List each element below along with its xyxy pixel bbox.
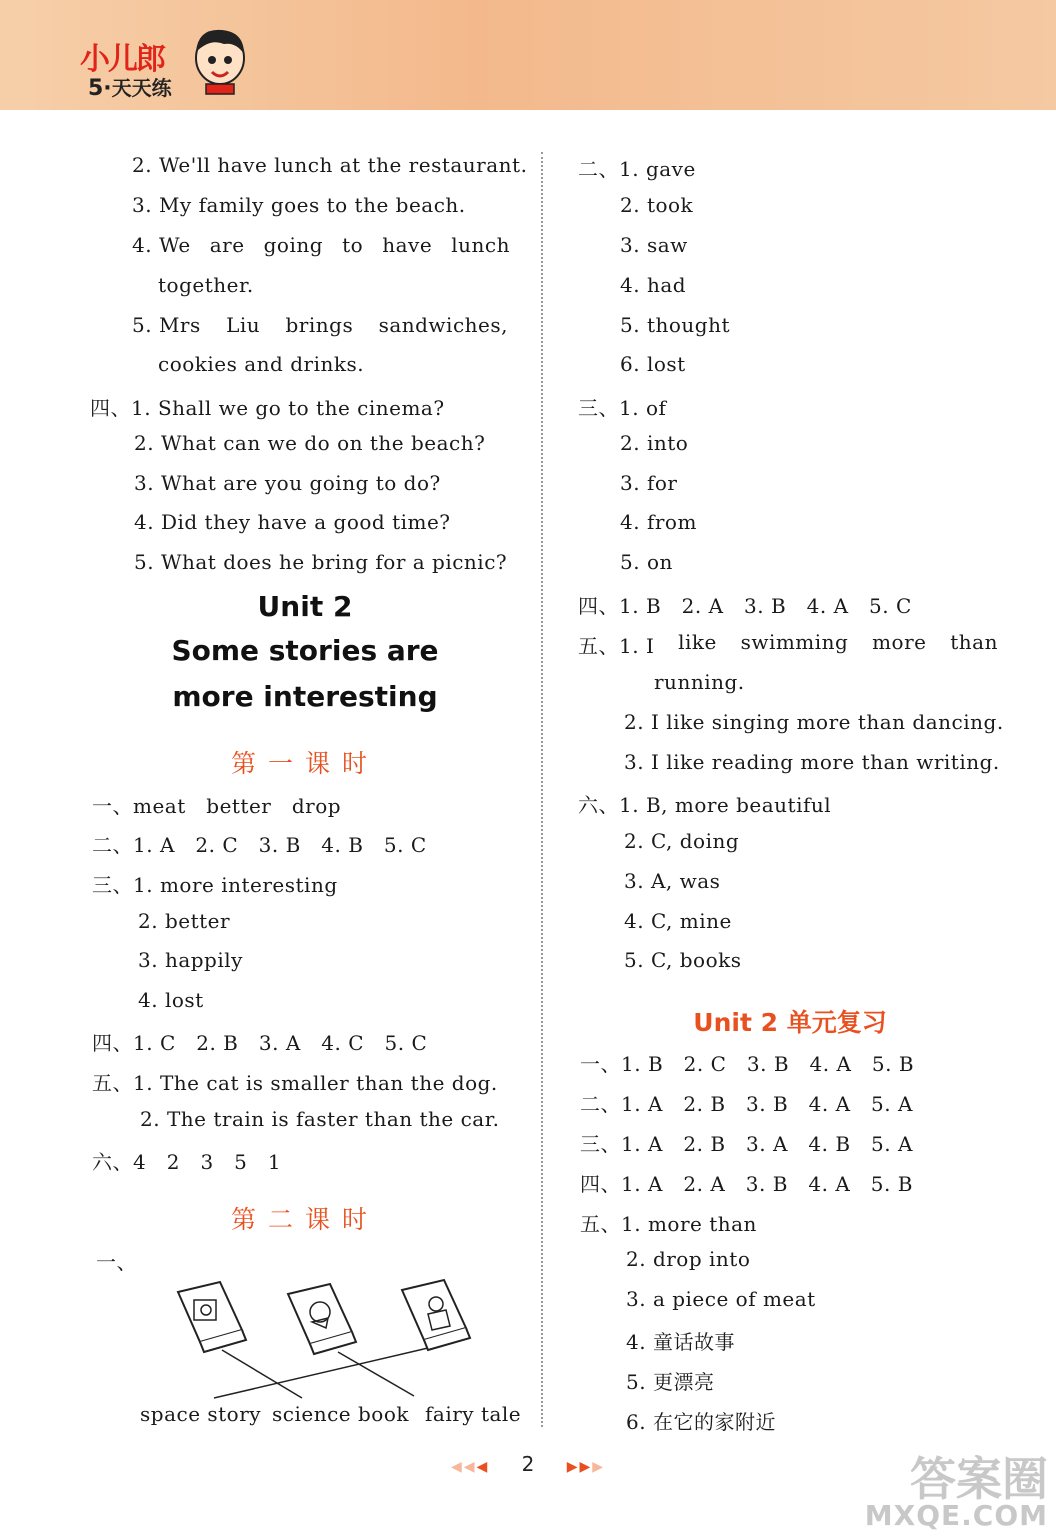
answer-line: together.	[158, 273, 254, 297]
answer-line-word: going	[263, 233, 324, 257]
review-answer: 2. drop into	[626, 1247, 751, 1271]
answer-line: 3. I like reading more than writing.	[624, 750, 1000, 774]
answer-line	[132, 233, 510, 257]
lesson-1-answer: 一、meat better drop	[92, 794, 342, 818]
lesson-2-title: 第二课时	[230, 1205, 379, 1234]
answer-line-word: 五、1. I	[578, 634, 655, 658]
page-number: 2	[521, 1452, 535, 1476]
answer-line: cookies and drinks.	[158, 352, 365, 376]
logo-subtext: 天天练	[111, 76, 172, 100]
match-label-fairy: fairy tale	[425, 1402, 522, 1426]
answer-line: 4. from	[620, 510, 697, 534]
review-answer: 一、1. B 2. C 3. B 4. A 5. B	[580, 1052, 915, 1076]
column-divider	[541, 152, 543, 1427]
answer-line: 5. What does he bring for a picnic?	[134, 550, 508, 574]
review-answer: 4. 童话故事	[626, 1330, 735, 1354]
lesson-2-marker: 一、	[96, 1250, 137, 1274]
answer-line: 5. on	[620, 550, 673, 574]
review-answer: 6. 在它的家附近	[626, 1410, 776, 1434]
review-answer: 五、1. more than	[580, 1212, 757, 1236]
answer-line-word: sandwiches,	[378, 313, 508, 337]
answer-line: 6. lost	[620, 352, 686, 376]
matching-illustration	[160, 1270, 520, 1410]
next-arrows-icon: ▶	[592, 1459, 606, 1475]
answer-line: 四、1. B 2. A 3. B 4. A 5. C	[578, 594, 912, 618]
answer-line: running.	[654, 670, 745, 694]
prev-arrows-icon: ◀◀	[450, 1459, 477, 1475]
lesson-1-answer: 三、1. more interesting	[92, 873, 338, 897]
watermark: 答案圈 MXQE.COM	[864, 1452, 1048, 1532]
answer-line-word: 5. Mrs	[132, 313, 201, 337]
answer-line: 2. C, doing	[624, 829, 740, 853]
answer-line: 2. took	[620, 193, 694, 217]
answer-line: 2. I like singing more than dancing.	[624, 710, 1004, 734]
answer-line-word: have	[382, 233, 433, 257]
logo-title: 小儿郎	[80, 42, 164, 77]
lesson-1-answer: 六、4 2 3 5 1	[92, 1150, 282, 1174]
answer-line: 3. saw	[620, 233, 688, 257]
answer-line: 3. for	[620, 471, 678, 495]
answer-line	[578, 630, 998, 659]
answer-line: 2. We'll have lunch at the restaurant.	[132, 153, 528, 177]
logo-number: 5·	[88, 76, 112, 101]
match-line-3	[214, 1348, 428, 1398]
match-line-2	[338, 1352, 414, 1396]
answer-line-word: than	[950, 630, 998, 654]
answer-line: 4. Did they have a good time?	[134, 510, 451, 534]
answer-line: 2. into	[620, 431, 689, 455]
book-space-icon	[178, 1282, 246, 1352]
answer-line	[132, 313, 508, 337]
answer-line-word: lunch	[451, 233, 510, 257]
answer-line: 二、1. gave	[578, 157, 696, 181]
review-answer: 四、1. A 2. A 3. B 4. A 5. B	[580, 1172, 913, 1196]
logo-subtitle	[88, 72, 172, 101]
answer-line: 5. thought	[620, 313, 730, 337]
page-footer: ◀◀◀ 2 ▶▶▶	[450, 1452, 606, 1476]
lesson-1-answer: 2. better	[138, 909, 231, 933]
book-fairy-icon	[402, 1280, 470, 1350]
match-line-1	[222, 1350, 302, 1398]
book-science-icon	[288, 1284, 356, 1354]
answer-line: 六、1. B, more beautiful	[578, 793, 832, 817]
review-answer: 三、1. A 2. B 3. A 4. B 5. A	[580, 1132, 913, 1156]
answer-line: 4. C, mine	[624, 909, 732, 933]
answer-line: 3. My family goes to the beach.	[132, 193, 466, 217]
answer-line-word: to	[342, 233, 364, 257]
answer-line-word: brings	[285, 313, 354, 337]
lesson-1-answer: 2. The train is faster than the car.	[140, 1107, 500, 1131]
answer-line-word: 4. We	[132, 233, 191, 257]
answer-line: 3. A, was	[624, 869, 721, 893]
answer-line: 四、1. Shall we go to the cinema?	[90, 396, 445, 420]
review-answer: 二、1. A 2. B 3. B 4. A 5. A	[580, 1092, 913, 1116]
mascot-icon	[190, 24, 250, 96]
unit-title-line-1: Unit 2	[257, 590, 353, 623]
answer-line-word: Liu	[226, 313, 261, 337]
answer-line: 5. C, books	[624, 948, 742, 972]
lesson-1-title: 第一课时	[230, 749, 379, 778]
lesson-1-answer: 五、1. The cat is smaller than the dog.	[92, 1071, 498, 1095]
match-label-science: science book	[272, 1402, 409, 1426]
match-label-space: space story	[140, 1402, 262, 1426]
answer-line: 4. had	[620, 273, 687, 297]
answer-line: 2. What can we do on the beach?	[134, 431, 486, 455]
answer-line-word: more	[872, 630, 927, 654]
lesson-1-answer: 3. happily	[138, 948, 243, 972]
answer-line: 3. What are you going to do?	[134, 471, 441, 495]
answer-line-word: are	[209, 233, 245, 257]
review-answer: 5. 更漂亮	[626, 1370, 715, 1394]
unit-title-line-2: Some stories are	[171, 634, 439, 667]
lesson-1-answer: 四、1. C 2. B 3. A 4. C 5. C	[92, 1031, 428, 1055]
unit-2-review-title: Unit 2 单元复习	[693, 1008, 887, 1037]
lesson-1-answer: 4. lost	[138, 988, 204, 1012]
answer-line: 三、1. of	[578, 396, 667, 420]
lesson-1-answer: 二、1. A 2. C 3. B 4. B 5. C	[92, 833, 427, 857]
header-band	[0, 0, 1056, 110]
review-answer: 3. a piece of meat	[626, 1287, 816, 1311]
answer-line-word: like	[678, 630, 717, 654]
unit-title-line-3: more interesting	[172, 680, 438, 713]
answer-line-word: swimming	[740, 630, 849, 654]
